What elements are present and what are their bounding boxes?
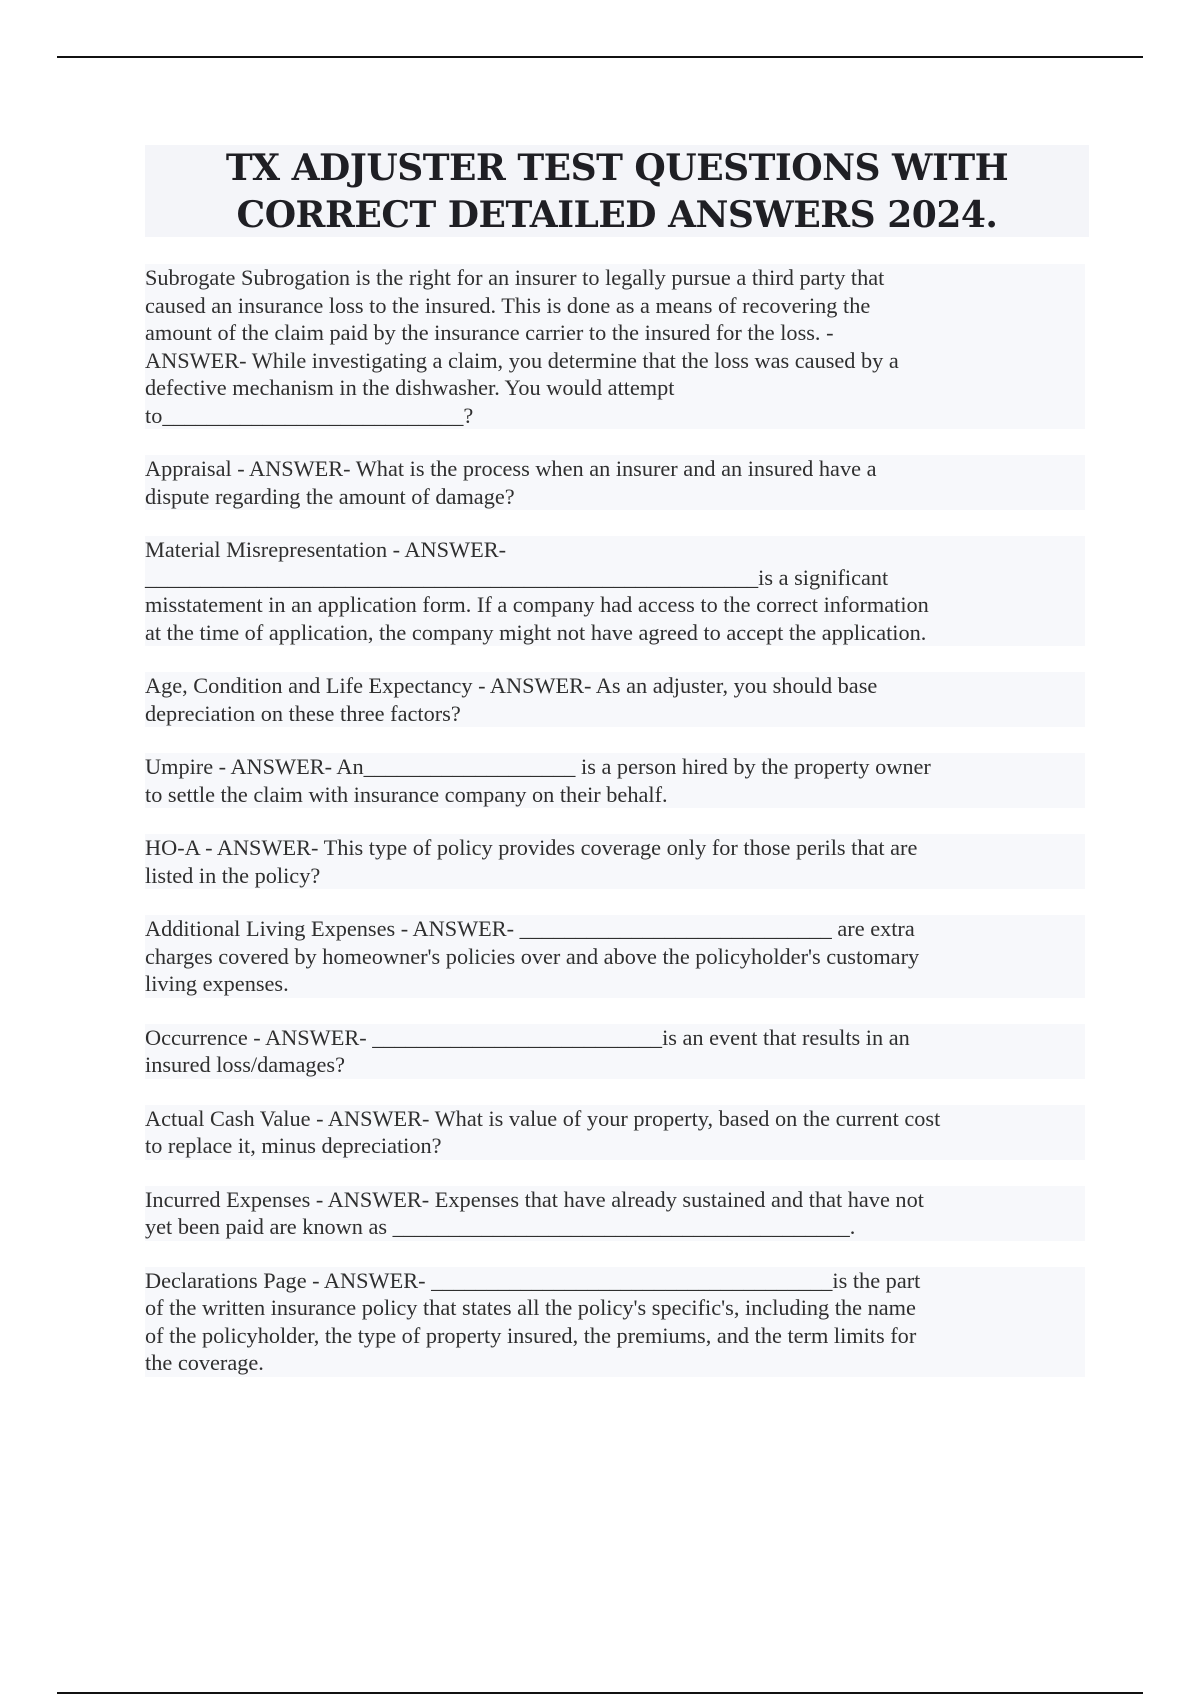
title-line-1: TX ADJUSTER TEST QUESTIONS WITH [225,147,1009,189]
title-line-2: CORRECT DETAILED ANSWERS 2024. [236,194,998,236]
qa-line: defective mechanism in the dishwasher. You would attempt [145,374,1085,402]
qa-line: to___________________________? [145,402,1085,430]
qa-line: the coverage. [145,1349,1085,1377]
qa-line: yet been paid are known as _________________________________________. [145,1213,1085,1241]
title-banner [145,145,1089,237]
qa-item [145,536,1085,646]
qa-line: charges covered by homeowner's policies over and above the policyholder's customary [145,943,1085,971]
qa-line: dispute regarding the amount of damage? [145,483,1085,511]
qa-line: Subrogate Subrogation is the right for an insurer to legally pursue a third party that [145,264,1085,292]
qa-line: Umpire - ANSWER- An___________________ is a person hired by the property owner [145,753,1085,781]
qa-line: misstatement in an application form. If a company had access to the correct information [145,591,1085,619]
qa-line: HO-A - ANSWER- This type of policy provides coverage only for those perils that are [145,834,1085,862]
qa-list [145,264,1085,1377]
qa-line: insured loss/damages? [145,1051,1085,1079]
bottom-rule [57,1692,1143,1694]
qa-line: depreciation on these three factors? [145,700,1085,728]
qa-item [145,1186,1085,1241]
qa-line: Appraisal - ANSWER- What is the process when an insurer and an insured have a [145,455,1085,483]
qa-line: to settle the claim with insurance company on their behalf. [145,781,1085,809]
document-title [145,145,1089,239]
qa-line: Occurrence - ANSWER- __________________________is an event that results in an [145,1024,1085,1052]
qa-line: of the policyholder, the type of property insured, the premiums, and the term limits for [145,1322,1085,1350]
qa-line: amount of the claim paid by the insurance carrier to the insured for the loss. - [145,319,1085,347]
qa-item [145,672,1085,727]
qa-line: living expenses. [145,970,1085,998]
qa-item [145,455,1085,510]
qa-item [145,264,1085,429]
qa-item [145,915,1085,998]
qa-line: Declarations Page - ANSWER- ____________________________________is the part [145,1267,1085,1295]
qa-line: to replace it, minus depreciation? [145,1132,1085,1160]
qa-line: Incurred Expenses - ANSWER- Expenses that have already sustained and that have not [145,1186,1085,1214]
top-rule [57,56,1143,58]
qa-line: Additional Living Expenses - ANSWER- ____________________________ are extra [145,915,1085,943]
qa-line: at the time of application, the company might not have agreed to accept the application. [145,619,1085,647]
qa-line: ANSWER- While investigating a claim, you determine that the loss was caused by a [145,347,1085,375]
qa-item [145,1267,1085,1377]
qa-line: Age, Condition and Life Expectancy - ANSWER- As an adjuster, you should base [145,672,1085,700]
qa-line: listed in the policy? [145,862,1085,890]
qa-item [145,1105,1085,1160]
qa-line: _______________________________________________________is a significant [145,564,1085,592]
qa-item [145,1024,1085,1079]
qa-item [145,834,1085,889]
qa-item [145,753,1085,808]
qa-line: Material Misrepresentation - ANSWER- [145,536,1085,564]
qa-line: caused an insurance loss to the insured. This is done as a means of recovering the [145,292,1085,320]
qa-line: of the written insurance policy that states all the policy's specific's, including the name [145,1294,1085,1322]
qa-line: Actual Cash Value - ANSWER- What is value of your property, based on the current cost [145,1105,1085,1133]
